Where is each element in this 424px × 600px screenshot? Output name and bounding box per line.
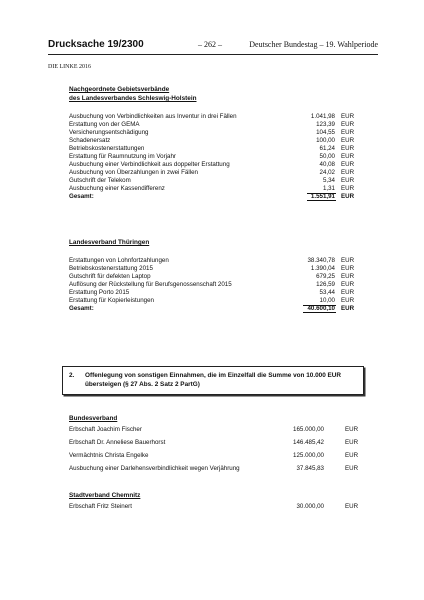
row-amount: 1,31 xyxy=(322,185,335,192)
row-label: Ausbuchung von Verbindlichkeiten aus Inventur in drei Fällen xyxy=(69,113,237,120)
row-currency: EUR xyxy=(345,426,359,433)
row-currency: EUR xyxy=(341,297,355,304)
row-amount: 165.000,00 xyxy=(293,426,324,433)
row-currency: EUR xyxy=(341,257,355,264)
table-sh xyxy=(69,113,359,201)
row-currency: EUR xyxy=(341,129,355,136)
row-label: Erstattung Porto 2015 xyxy=(69,289,130,296)
row-currency: EUR xyxy=(345,465,359,472)
table-row xyxy=(69,153,359,161)
header-divider xyxy=(48,54,378,55)
table-row xyxy=(69,500,369,513)
row-currency: EUR xyxy=(341,153,355,160)
row-currency: EUR xyxy=(341,137,355,144)
row-currency: EUR xyxy=(341,177,355,184)
row-currency: EUR xyxy=(341,113,355,120)
section-title-ch: Stadtverband Chemnitz xyxy=(69,492,141,499)
row-amount: 40,08 xyxy=(319,161,335,168)
table-row xyxy=(69,185,359,193)
total-currency: EUR xyxy=(341,305,355,312)
row-currency: EUR xyxy=(341,169,355,176)
drucksache-label: Drucksache 19/ xyxy=(48,39,122,50)
row-amount: 10,00 xyxy=(319,297,335,304)
table-row xyxy=(69,273,359,281)
section-title-line1: Nachgeordnete Gebietsverbände xyxy=(69,86,170,93)
table-row xyxy=(69,449,369,462)
row-label: Ausbuchung einer Verbindlichkeit aus doppelter Erstattung xyxy=(69,161,230,168)
row-currency: EUR xyxy=(341,185,355,192)
drucksache-reference xyxy=(48,39,144,50)
row-label: Ausbuchung einer Darlehensverbindlichkeit wegen Verjährung xyxy=(69,465,240,472)
table-row xyxy=(69,289,359,297)
table-row xyxy=(69,161,359,169)
row-label: Betriebskostenerstattung 2015 xyxy=(69,265,153,272)
row-amount: 50,00 xyxy=(319,153,335,160)
table-ch xyxy=(69,500,369,513)
table-row xyxy=(69,137,359,145)
row-amount: 146.485,42 xyxy=(293,439,324,446)
box-number: 2. xyxy=(69,372,75,379)
row-label: Erbschaft Joachim Fischer xyxy=(69,426,142,433)
table-row xyxy=(69,121,359,129)
table-row xyxy=(69,113,359,121)
row-currency: EUR xyxy=(341,289,355,296)
row-currency: EUR xyxy=(341,121,355,128)
row-label: Gutschrift der Telekom xyxy=(69,177,131,184)
section-title-line2: des Landesverbandes Schleswig-Holstein xyxy=(69,95,197,102)
table-row xyxy=(69,462,369,475)
row-currency: EUR xyxy=(341,145,355,152)
total-label: Gesamt: xyxy=(69,305,94,312)
total-currency: EUR xyxy=(341,193,355,200)
row-amount: 5,34 xyxy=(322,177,335,184)
section-box-2 xyxy=(62,366,364,395)
row-amount: 37.845,83 xyxy=(296,465,324,472)
row-label: Gutschrift für defekten Laptop xyxy=(69,273,151,280)
row-currency: EUR xyxy=(341,273,355,280)
row-label: Schadenersatz xyxy=(69,137,111,144)
row-label: Ausbuchung von Überzahlungen in zwei Fällen xyxy=(69,169,198,176)
row-amount: 123,39 xyxy=(316,121,335,128)
box-text: Offenlegung von sonstigen Einnahmen, die im Einzelfall die Summe von 10.000 EUR übersteigen (§ 27 Abs. 2 Satz 2 PartG) xyxy=(85,372,342,388)
row-amount: 1.390,04 xyxy=(310,265,335,272)
row-amount: 125.000,00 xyxy=(293,452,324,459)
table-bv xyxy=(69,423,369,475)
row-currency: EUR xyxy=(345,439,359,446)
total-row xyxy=(69,305,359,313)
table-row xyxy=(69,257,359,265)
row-amount: 679,25 xyxy=(316,273,335,280)
table-row xyxy=(69,145,359,153)
section-title-bv: Bundesverband xyxy=(69,415,118,422)
row-label: Erstattung für Kopierleistungen xyxy=(69,297,154,304)
table-row xyxy=(69,177,359,185)
row-currency: EUR xyxy=(341,161,355,168)
row-amount: 104,55 xyxy=(316,129,335,136)
row-amount: 126,59 xyxy=(316,281,335,288)
total-row xyxy=(69,193,359,201)
drucksache-number: 2300 xyxy=(121,39,144,50)
row-amount: 61,24 xyxy=(319,145,335,152)
row-label: Erstattungen von Lohnfortzahlungen xyxy=(69,257,169,264)
table-row xyxy=(69,169,359,177)
row-label: Betriebskostenerstattungen xyxy=(69,145,145,152)
row-label: Erstattung von der GEMA xyxy=(69,121,140,128)
row-label: Ausbuchung einer Kassendifferenz xyxy=(69,185,165,192)
section-title-th: Landesverband Thüringen xyxy=(69,239,150,246)
table-row xyxy=(69,423,369,436)
party-line: DIE LINKE 2016 xyxy=(48,64,91,70)
total-label: Gesamt: xyxy=(69,193,94,200)
row-label: Versicherungsentschädigung xyxy=(69,129,149,136)
total-amount: 1.551,91 xyxy=(310,193,335,200)
row-currency: EUR xyxy=(341,265,355,272)
row-currency: EUR xyxy=(345,503,359,510)
table-row xyxy=(69,129,359,137)
row-label: Vermächtnis Christa Engelke xyxy=(69,452,149,459)
table-row xyxy=(69,436,369,449)
total-amount: 40.600,10 xyxy=(307,305,335,312)
row-label: Erstattung für Raumnutzung im Vorjahr xyxy=(69,153,176,160)
row-label: Auflösung der Rückstellung für Berufsgenossenschaft 2015 xyxy=(69,281,232,288)
row-label: Erbschaft Fritz Steinert xyxy=(69,503,132,510)
row-currency: EUR xyxy=(341,281,355,288)
row-currency: EUR xyxy=(345,452,359,459)
row-amount: 53,44 xyxy=(319,289,335,296)
row-amount: 38.340,78 xyxy=(307,257,335,264)
table-row xyxy=(69,265,359,273)
row-amount: 30.000,00 xyxy=(296,503,324,510)
row-amount: 24,02 xyxy=(319,169,335,176)
table-row xyxy=(69,297,359,305)
section-title-sh xyxy=(69,85,197,103)
page-header xyxy=(48,39,378,53)
row-amount: 100,00 xyxy=(316,137,335,144)
page-number: – 262 – xyxy=(198,40,222,49)
table-th xyxy=(69,257,359,313)
row-amount: 1.041,98 xyxy=(310,113,335,120)
table-row xyxy=(69,281,359,289)
row-label: Erbschaft Dr. Anneliese Bauerhorst xyxy=(69,439,166,446)
parliament-name: Deutscher Bundestag – 19. Wahlperiode xyxy=(249,40,378,49)
